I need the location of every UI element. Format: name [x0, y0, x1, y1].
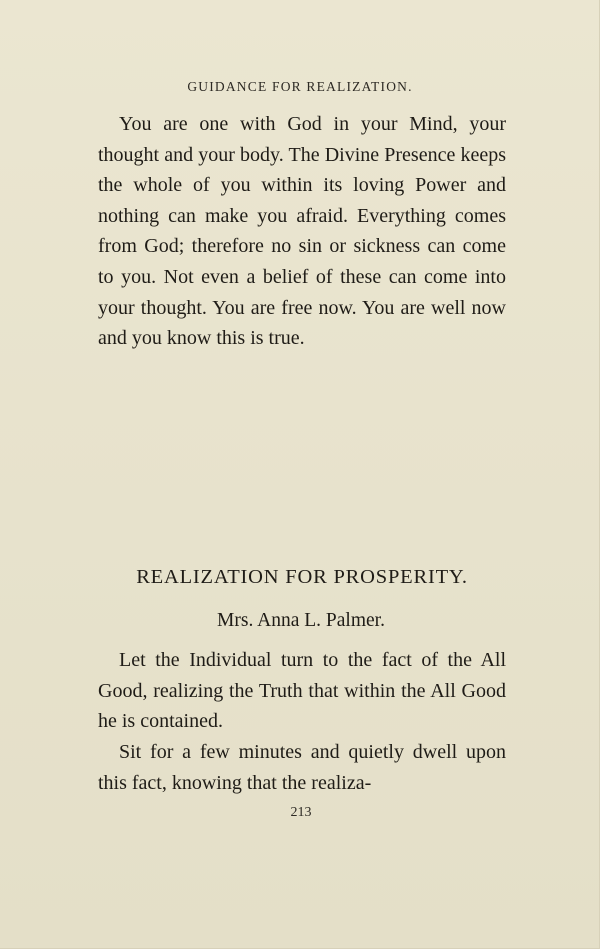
paragraph-text: Let the Individual turn to the fact of the All Good, realizing the Truth that within the All Good he is contained.	[98, 649, 506, 733]
paragraph-guidance	[98, 109, 506, 354]
paragraph-text: Sit for a few minutes and quietly dwell upon this fact, knowing that the realiza-	[98, 741, 506, 794]
section-title: REALIZATION FOR PROSPERITY.	[136, 566, 468, 588]
paragraph-text: You are one with God in your Mind, your thought and your body. The Divine Presence keeps the whole of you within its loving Power and nothing can make you afraid. Everything comes from God; therefore no sin or sickness can come to you. Not even a belief of these can come into your thought. You are free now. You are well now and you know this is true.	[98, 113, 506, 350]
paragraph-sit	[98, 737, 506, 798]
paragraph-individual	[98, 645, 506, 737]
page-number: 213	[290, 805, 312, 820]
section-author: Mrs. Anna L. Palmer.	[217, 610, 385, 631]
running-head: GUIDANCE FOR REALIZATION.	[187, 79, 413, 94]
